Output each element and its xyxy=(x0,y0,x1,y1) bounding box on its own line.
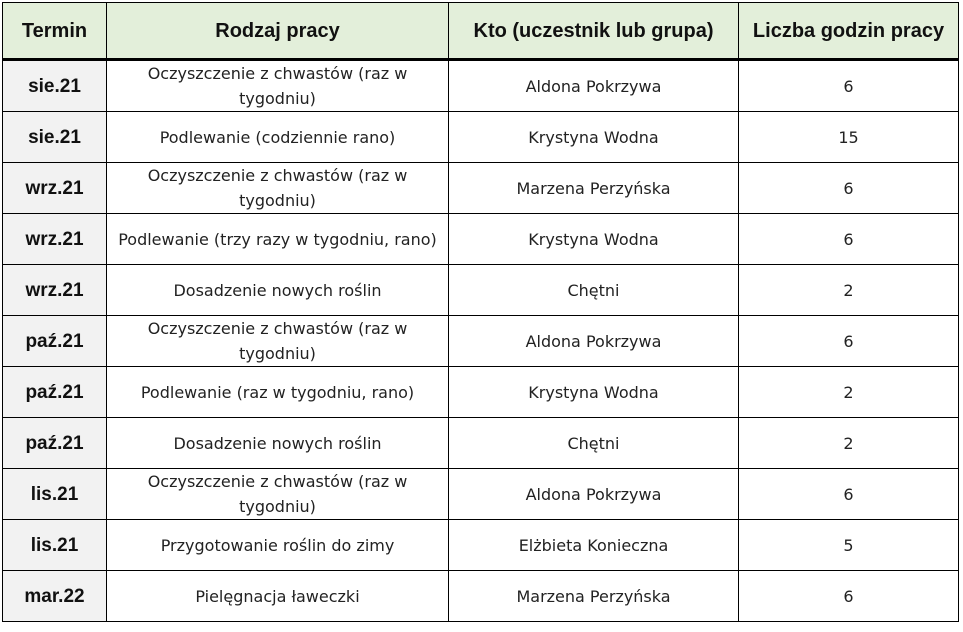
table-row xyxy=(3,367,959,418)
cell-kto: Krystyna Wodna xyxy=(449,214,739,265)
header-kto: Kto (uczestnik lub grupa) xyxy=(449,3,739,60)
cell-liczba-godzin: 6 xyxy=(739,571,959,622)
cell-kto: Krystyna Wodna xyxy=(449,112,739,163)
cell-kto: Marzena Perzyńska xyxy=(449,571,739,622)
cell-liczba-godzin: 2 xyxy=(739,418,959,469)
table-row xyxy=(3,520,959,571)
cell-liczba-godzin: 6 xyxy=(739,316,959,367)
cell-kto: Aldona Pokrzywa xyxy=(449,469,739,520)
cell-termin: wrz.21 xyxy=(3,265,107,316)
cell-liczba-godzin: 2 xyxy=(739,367,959,418)
cell-rodzaj-pracy: Oczyszczenie z chwastów (raz w tygodniu) xyxy=(107,316,449,367)
cell-termin: paź.21 xyxy=(3,316,107,367)
cell-liczba-godzin: 6 xyxy=(739,60,959,112)
header-row xyxy=(3,3,959,60)
table-row xyxy=(3,112,959,163)
table-row xyxy=(3,214,959,265)
cell-termin: lis.21 xyxy=(3,520,107,571)
table-body xyxy=(3,60,959,622)
cell-rodzaj-pracy: Podlewanie (trzy razy w tygodniu, rano) xyxy=(107,214,449,265)
table-row xyxy=(3,265,959,316)
cell-termin: paź.21 xyxy=(3,367,107,418)
cell-termin: sie.21 xyxy=(3,60,107,112)
cell-kto: Marzena Perzyńska xyxy=(449,163,739,214)
cell-kto: Aldona Pokrzywa xyxy=(449,316,739,367)
cell-kto: Chętni xyxy=(449,418,739,469)
cell-rodzaj-pracy: Podlewanie (codziennie rano) xyxy=(107,112,449,163)
cell-liczba-godzin: 15 xyxy=(739,112,959,163)
cell-kto: Krystyna Wodna xyxy=(449,367,739,418)
table-row xyxy=(3,469,959,520)
header-liczba-godzin: Liczba godzin pracy xyxy=(739,3,959,60)
cell-termin: lis.21 xyxy=(3,469,107,520)
cell-liczba-godzin: 6 xyxy=(739,469,959,520)
cell-rodzaj-pracy: Przygotowanie roślin do zimy xyxy=(107,520,449,571)
header-termin: Termin xyxy=(3,3,107,60)
cell-liczba-godzin: 6 xyxy=(739,163,959,214)
cell-termin: wrz.21 xyxy=(3,163,107,214)
cell-rodzaj-pracy: Oczyszczenie z chwastów (raz w tygodniu) xyxy=(107,60,449,112)
cell-rodzaj-pracy: Dosadzenie nowych roślin xyxy=(107,265,449,316)
table-row xyxy=(3,163,959,214)
cell-rodzaj-pracy: Podlewanie (raz w tygodniu, rano) xyxy=(107,367,449,418)
cell-kto: Aldona Pokrzywa xyxy=(449,60,739,112)
cell-rodzaj-pracy: Oczyszczenie z chwastów (raz w tygodniu) xyxy=(107,163,449,214)
header-rodzaj-pracy: Rodzaj pracy xyxy=(107,3,449,60)
cell-termin: wrz.21 xyxy=(3,214,107,265)
table-row xyxy=(3,571,959,622)
cell-liczba-godzin: 2 xyxy=(739,265,959,316)
cell-kto: Elżbieta Konieczna xyxy=(449,520,739,571)
table-row xyxy=(3,418,959,469)
cell-termin: mar.22 xyxy=(3,571,107,622)
table-header xyxy=(3,3,959,60)
cell-rodzaj-pracy: Dosadzenie nowych roślin xyxy=(107,418,449,469)
cell-rodzaj-pracy: Pielęgnacja ławeczki xyxy=(107,571,449,622)
cell-termin: paź.21 xyxy=(3,418,107,469)
cell-termin: sie.21 xyxy=(3,112,107,163)
cell-liczba-godzin: 5 xyxy=(739,520,959,571)
cell-kto: Chętni xyxy=(449,265,739,316)
cell-rodzaj-pracy: Oczyszczenie z chwastów (raz w tygodniu) xyxy=(107,469,449,520)
table-row xyxy=(3,316,959,367)
table-row xyxy=(3,60,959,112)
cell-liczba-godzin: 6 xyxy=(739,214,959,265)
work-schedule-table xyxy=(2,2,959,622)
